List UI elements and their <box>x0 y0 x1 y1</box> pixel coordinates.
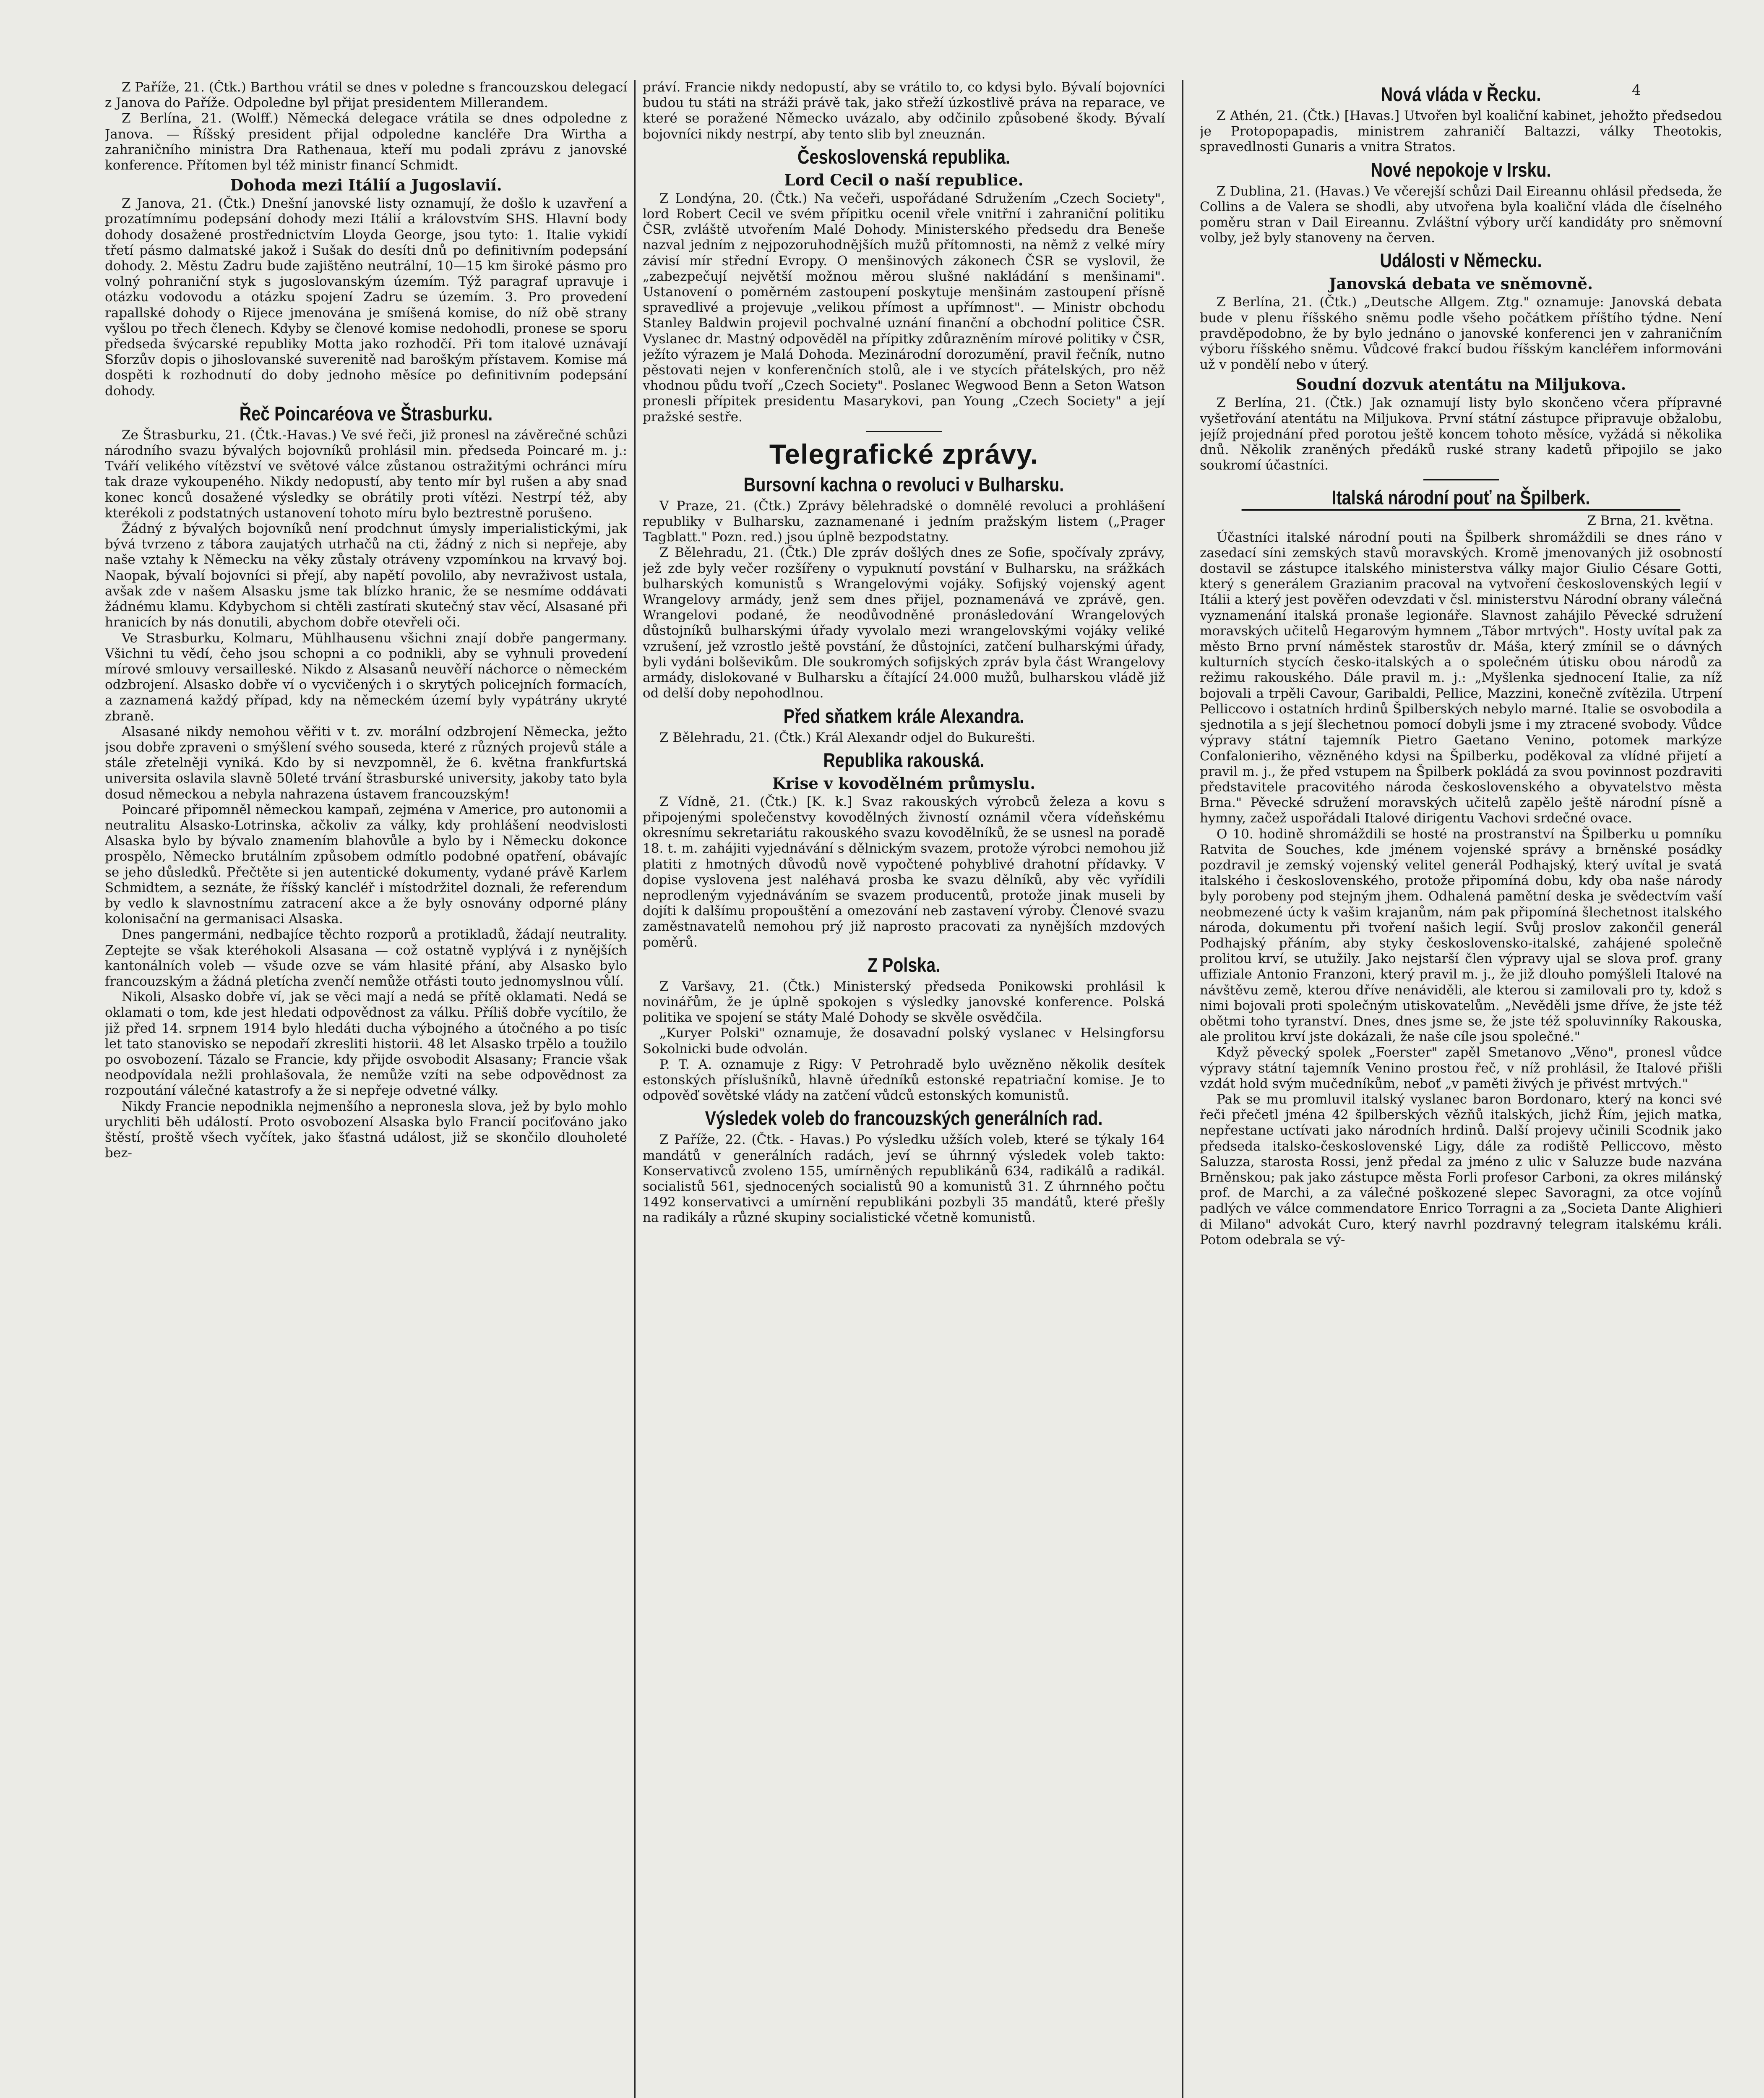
article-paragraph: Alsasané nikdy nemohou věřiti v t. zv. morální odzbrojení Německa, ježto jsou dobře zpraveni o smýšlení svého souseda, které z různých projevů stále a stále zřetelněji vyniká. Kdo by si nevzpomněl, že 6. května frankfurtská universita oslavila slavně 50leté trvání štrasburské university, jakoby tato byla dosud německou a nebyla nahrazena ústavem francouzským! <box>105 724 627 802</box>
article-paragraph: P. T. A. oznamuje z Rigy: V Petrohradě bylo uvězněno několik desítek estonských příslušníků, hlavně úředníků estonské repatriační komise. Je to odpověď sovětské vlády na zatčení vůdců estonských komunistů. <box>643 1057 1165 1104</box>
article-paragraph: Žádný z bývalých bojovníků není prodchnut úmysly imperialistickými, jak bývá tvrzeno z tábora zaujatých utrhačů na cti, žádný z nich si nepřeje, aby naše vztahy k Německu na věky zůstaly otráveny vzpomínkou na krvavý boj. Naopak, bývalí bojovníci si přejí, aby napětí povolilo, aby nevraživost ustala, avšak zde v našem Alsasku jsme tak blízko hranic, že se nesmíme oddávati žádnému klamu. Kdybychom si chtěli zastírati skutečný stav věcí, Alsasané při hranicích by nás donutili, abychom dobře otevřeli oči. <box>105 521 627 630</box>
article-headline: Z Polska. <box>867 953 941 976</box>
article-paragraph: Dnes pangermáni, nedbajíce těchto rozporů a protikladů, žádají neutrality. Zeptejte se však kteréhokoli Alsasana — což ostatně vyplývá i z nynějších kantonálních voleb — všude ozve se vám hlasité přání, aby Alsasko bylo francouzským a žádná pletícha zvenčí nemůže otřásti touto jednomyslnou vůlí. <box>105 927 627 989</box>
section-headline: Telegrafické zprávy. <box>769 438 1039 470</box>
column-rule-2 <box>1182 80 1183 2098</box>
article-subheadline: Janovská debata ve sněmovně. <box>1329 274 1593 293</box>
article-paragraph: „Kuryer Polski" oznamuje, že dosavadní polský vyslanec v Helsingforsu Sokolnicki bude odvolán. <box>643 1026 1165 1057</box>
article-headline: Události v Německu. <box>1380 249 1542 272</box>
article-paragraph: Z Varšavy, 21. (Čtk.) Ministerský předseda Ponikowski prohlásil k novinářům, že je úplně spokojen s výsledky janovské konference. Polská politika ve spojení se státy Malé Dohody se skvěle osvědčila. <box>643 979 1165 1026</box>
article-headline: Nové nepokoje v Irsku. <box>1371 158 1551 181</box>
article-paragraph: V Praze, 21. (Čtk.) Zprávy bělehradské o domnělé revoluci a prohlášení republiky v Bulharsku, zaznamenané i jedním pražským listem („Prager Tagblatt." Pozn. red.) jsou úplně bezpodstatny. <box>643 498 1165 545</box>
article-paragraph: Účastníci italské národní pouti na Špilberk shromáždili se dnes ráno v zasedací síni zemských stavů moravských. Kromě jmenovaných již osobností dostavil se zástupce italského ministerstva války major Giulio Césare Gotti, který s generálem Grazianim pracoval na vytvoření československých legií v Itálii a který jest pověřen odevzdati v čsl. ministerstvu Národní obrany válečná vyznamenání italská pronaše legionáře. Slavnost zahájilo Pěvecké sdružení moravských učitelů Hegarovým hymnem „Tábor mrtvých". Hosty uvítal pak za město Brno první náměstek starostův dr. Máša, který zmínil se o dávných kulturních stycích česko-italských a o společném útisku obou národů za režimu rakouského. Dále pravil m. j.: „Myšlenka sjednocení Italie, za níž bojovali a trpěli Cavour, Garibaldi, Pellice, Mazzini, konečně zvítězila. Utrpení Pelliccovo i ostatních hrdinů Špilberských nebylo marné. Italie se osvobodila a sjednotila a s její šlechetnou pomocí dobyli jsme i my ztracené svobody. Vůdce výpravy státní tajemník Pietro Gaetano Venino, potomek markýze Confalonieriho, vězněného kdysi na Špilberku, poděkoval za vlídné přijetí a pravil m. j., že před vstupem na Špilberk pokládá za svou povinnost pozdraviti představitele pracovitého národa československého a obyvatelstvo města Brna." Pěvecké sdružení moravských učitelů zapělo ještě národní písně a hymny, začež uspořádali Italové dirigentu Vachovi srdečné ovace. <box>1200 530 1722 826</box>
article-headline: Výsledek voleb do francouzských generálních rad. <box>705 1107 1103 1130</box>
article-paragraph: Ze Štrasburku, 21. (Čtk.-Havas.) Ve své řeči, již pronesl na závěrečné schůzi národního svazu bývalých bojovníků prohlásil min. předseda Poincaré m. j.: Tváří velikého vítězství ve světové válce zůstanou ostražitými ochránci míru tak draze vykoupeného. Nikdy nedopustí, aby tento mír byl rušen a aby snad konec konců dosažené výsledky se obrátily proti vítězi. Nestrpí též, aby kterékoli z podstatných ustanovení tohoto míru bylo beztrestně porušeno. <box>105 427 627 521</box>
column-rule-1 <box>634 80 636 2098</box>
article-paragraph: Z Berlína, 21. (Wolff.) Německá delegace vrátila se dnes odpoledne z Janova. — Říšský president přijal odpoledne kancléře Dra Wirtha a zahraničního ministra Dra Rathenaua, kteří mu podali zprávu z janovské konference. Přítomen byl též ministr financí Schmidt. <box>105 111 627 173</box>
article-paragraph: Nikoli, Alsasko dobře ví, jak se věci mají a nedá se přítě oklamati. Nedá se oklamati o tom, kde jest hledati odpovědnost za válku. Příliš dobře vycítilo, že již před 14. srpnem 1914 bylo hledáti ducha výbojného a útočného a po tisíc let tato stanovisko se nepodaří zkresliti historii. 48 let Alsasko trpělo a toužilo po osvobození. Tázalo se Francie, kdy přijde osvobodit Alsasany; Francie však neodpovídala nežli prohlašovala, že nemůže vzíti na sebe odpovědnost za rozpoutání válečné katastrofy a že si nepřeje odvetné války. <box>105 989 627 1099</box>
article-paragraph: Z Dublina, 21. (Havas.) Ve včerejší schůzi Dail Eireannu ohlásil předseda, že Collins a de Valera se shodli, aby utvořena byla koaliční vláda dle číselného poměru stran v Dail Eireannu. Zvláštní výbory určí kandidáty pro sněmovní volby, jež byly stanoveny na červen. <box>1200 183 1722 246</box>
page-number: 4 <box>1632 82 1641 99</box>
article-headline: Bursovní kachna o revoluci v Bulharsku. <box>743 473 1064 496</box>
article-subheadline: Dohoda mezi Itálií a Jugoslavií. <box>230 176 502 195</box>
article-paragraph: Z Berlína, 21. (Čtk.) Jak oznamují listy bylo skončeno včera přípravné vyšetřování atentátu na Miljukova. První státní zástupce připravuje obžalobu, jejíž projednání před porotou ještě koncem tohoto měsíce, vyžádá si několika dnů. Několik zraněných předáků ruské strany kadetů připojilo se jako soukromí účastníci. <box>1200 395 1722 473</box>
article-subheadline: Krise v kovodělném průmyslu. <box>772 774 1036 793</box>
article-paragraph: Pak se mu promluvil italský vyslanec baron Bordonaro, který na konci své řeči přečetl jména 42 špilberských vězňů italských, jichž Řím, jejich matka, nepřestane uctívati jako národních hrdinů. Další projevy učinili Scodnik jako předseda italsko-československé Ligy, dále za rodiště Pelliccovo, město Saluzza, starosta Rossi, jenž předal za jméno z ulic v Saluzze bude nazvána Brněnskou; pak jako zástupce města Forli profesor Carboni, za okres milánský prof. de Marchi, a za válečné poškozené slepec Savoragni, za otce vojínů padlých ve válce commendatore Enrico Torragni a za „Societa Dante Alighieri di Milano" advokát Curo, který navrhl pozdravný telegram italskému králi. Potom odebrala se vý- <box>1200 1091 1722 1247</box>
article-subheadline: Lord Cecil o naší republice. <box>784 170 1024 189</box>
article-paragraph: Ve Strasburku, Kolmaru, Mühlhausenu všichni znají dobře pangermany. Všichni tu vědí, čeho jsou schopni a co podnikli, aby se vyhnuli provedení mírové smlouvy versailleské. Nikdo z Alsasanů neuvěří náchorce o německém odzbrojení. Alsasko dobře ví o vycvičených i o skrytých policejních formacích, a zaznamená každý případ, kdy na německém území byly vypátrány ukryté zbraně. <box>105 630 627 724</box>
article-headline: Řeč Poincaréova ve Štrasburku. <box>239 402 493 425</box>
section-separator <box>1423 479 1499 480</box>
article-paragraph: Z Berlína, 21. (Čtk.) „Deutsche Allgem. Ztg." oznamuje: Janovská debata bude v plenu říšského sněmu podle všeho počátkem příštího týdne. Není pravděpodobno, že by bylo jednáno o janovské konferenci jen v zahraničním výboru říšského sněmu. Vůdcové frakcí budou říšským kancléřem informováni už v pondělí nebo v úterý. <box>1200 295 1722 373</box>
column-2 <box>643 80 1165 2098</box>
article-paragraph: Nikdy Francie nepodnikla nejmenšího a nepronesla slova, jež by bylo mohlo urychliti běh událostí. Proto osvobození Alsaska bylo Francií pociťováno jako štěstí, proště všech vyčítek, jako šťastná událost, již se skončilo dlouholeté bez- <box>105 1099 627 1161</box>
article-paragraph: Z Janova, 21. (Čtk.) Dnešní janovské listy oznamují, že došlo k uzavření a prozatímnímu podepsání dohody mezi Itálií a královstvím SHS. Hlavní body dohody dosažené prostřednictvím Lloyda George, jsou tyto: 1. Italie vykidí třetí pásmo dalmatské jakož i Sušak do desíti dnů po definitivním podepsání dohody. 2. Městu Zadru bude zajištěno neutrální, 10—15 km široké pásmo pro volný pohraniční styk s jugoslovanským územím. Týž paragraf upravuje i otázku vodovodu a otázku spojení Zadru se územím. 3. Pro provedení rapallské dohody o Rijece jmenována je smíšená komise, do níž obě strany vyšlou po třech členech. Kdyby se členové komise nedohodli, pronese se sporu předseda švýcarské republiky Motta jako rozhodčí. Při tom italové uznávají Sforzův dopis o jihoslovanské suverenitě nad baroškým přístavem. Komise má dospěti k rozhodnutí do doby jednoho měsíce po definitivním podepsání dohody. <box>105 196 627 399</box>
article-paragraph: Když pěvecký spolek „Foerster" zapěl Smetanovo „Věno", pronesl vůdce výpravy státní tajemník Venino prostou řeč, v níž prohlásil, že Italové přišli vzdát hold svým mučedníkům, neboť „v paměti živých je přivést mrtvých." <box>1200 1045 1722 1091</box>
article-paragraph: Z Vídně, 21. (Čtk.) [K. k.] Svaz rakouských výrobců železa a kovu s připojenými společenstvy kovodělných živností oznámil včera vídeňskému okresnímu sekretariátu rakouského svazu kovodělníků, že se usnesl na poradě 18. t. m. zahájiti vyjednávání s dělnickým svazem, protože výrobci nemohou již platiti z hmotných důvodů nově vypočtené pohyblivé drahotní přídavky. V dopise vyslovena jest naléhavá prosba ke svazu dělníků, aby věc vyřídili neprodleným vyjednáváním se svazem producentů, protože jinak museli by dojíti k dalšímu propouštění a omezování neb zastavení výroby. Členové svazu zaměstnavatelů nemohou prý již naprosto pracovati za nynějších mzdových poměrů. <box>643 794 1165 950</box>
article-headline: Italská národní pouť na Špilberk. <box>1242 486 1681 511</box>
article-paragraph: Z Paříže, 22. (Čtk. - Havas.) Po výsledku užších voleb, které se týkaly 164 mandátů v generálních radách, jeví se úhrnný výsledek voleb takto: Konservativců zvoleno 155, umírněných republikánů 634, radikálů a radikál. socialistů 561, sjednocených socialistů 90 a komunistů 31. Z úhrnného počtu 1492 konservativci a umírnění republikáni pozbyli 35 mandátů, které přešly na radikály a různé skupiny socialistické včetně komunistů. <box>643 1132 1165 1226</box>
column-1 <box>105 80 627 2098</box>
column-3 <box>1200 80 1722 2098</box>
article-paragraph: Z Londýna, 20. (Čtk.) Na večeři, uspořádané Sdružením „Czech Society", lord Robert Cecil ve svém přípitku ocenil vřele vnitřní i zahraniční politiku ČSR, zvláště utvořením Malé Dohody. Ministerského předsedu dra Beneše nazval jedním z nejpozoruhodnějších mužů přítomnosti, na němž z velké míry závisí mír střední Evropy. O menšinových zákonech ČSR se vyslovil, že „zabezpečují největší možnou měrou slušné nakládání s menšinami". Ustanovení o poměrném zastoupení poskytuje menšinám zastoupení přísně spravedlivé a projevuje „velikou přímost a upřímnost". — Ministr obchodu Stanley Baldwin projevil pochvalné uznání finanční a obchodní politice ČSR. Vyslanec dr. Mastný odpověděl na přípitky zdůrazněním mírové politiky v ČSR, ježíto výrazem je Malá Dohoda. Mezinárodní dorozumění, pravil řečník, nutno pěstovati nejen v konferenčních stolů, ale i ve stycích přátelských, pro něž vhodnou půdu tvoří „Czech Society". Poslanec Wegwood Benn a Seton Watson pronesli přípitek presidentu Masarykovi, pan Young „Czech Society" a její pražské sestře. <box>643 190 1165 425</box>
article-headline: Republika rakouská. <box>823 749 985 771</box>
article-paragraph: Z Paříže, 21. (Čtk.) Barthou vrátil se dnes v poledne s francouzskou delegací z Janova do Paříže. Odpoledne byl přijat presidentem Millerandem. <box>105 80 627 111</box>
section-separator <box>866 431 942 432</box>
article-paragraph: Poincaré připomněl německou kampaň, zejména v Americe, pro autonomii a neutralitu Alsasko-Lotrinska, ačkoliv za války, kdy prohlášení neodvislosti Alsaska bylo by bývalo znamením blahovůle a bylo by i Německu dokonce prospělo, Německo brutálním způsobem odmítlo podobné opatření, obávajíc se jeho důsledků. Přečtěte si jen autentické dokumenty, vydané právě Karlem Schmidtem, a seznáte, že říšský kancléř i místodržitel doznali, že referendum by vedlo k slavnostnímu zatracení akce a že byly osnovány odporné plány kolonisační na germanisaci Alsaska. <box>105 802 627 927</box>
article-subheadline: Soudní dozvuk atentátu na Miljukova. <box>1295 375 1626 394</box>
article-paragraph: O 10. hodině shromáždili se hosté na prostranství na Špilberku u pomníku Ratvita de Souches, kde jménem vojenské správy a brněnské posádky pozdravil je zemský vojenský velitel generál Podhajský, který uvítal je svatá italského i československého, protože připomíná dobu, kdy oba naše národy byly porobeny pod stejným jhem. Odhalená pamětní deska je svědectvím vaší neobmezené úcty k vašim krajanům, nám pak připomíná šlechetnost italského národa, dokumentu při tvoření našich legií. Svůj proslov zakončil generál Podhajský přáním, aby styky československo-italské, zahájené společně prolitou krví, se utužily. Jako nejstarší člen výpravy ujal se slova prof. grany uffiziale Antonio Franzoni, který pravil m. j., že již dlouho pomýšleli Italové na návštěvu země, kterou dříve nenáviděli, ale kterou si zamilovali pro ty, kdož s nimi bojovali proti společným utiskovatelům. „Nevěděli jsme dříve, že jste též obětmi toho tyranství. Dnes, dnes jsme se, že jste též spoluvinníky Rakouska, ale prolitou krví jste dokázali, že naše cíle jsou společné." <box>1200 826 1722 1045</box>
article-headline: Nová vláda v Řecku. <box>1381 83 1541 105</box>
article-headline: Československá republika. <box>797 145 1010 168</box>
article-paragraph: Z Athén, 21. (Čtk.) [Havas.] Utvořen byl koaliční kabinet, jehožto předsedou je Protopopapadis, ministrem zahraničí Baltazzi, války Theotokis, spravedlnosti Gunaris a vnitra Stratos. <box>1200 108 1722 155</box>
article-paragraph: práví. Francie nikdy nedopustí, aby se vrátilo to, co kdysi bylo. Bývalí bojovníci budou tu státi na stráži právě tak, jako střeží úzkostlivě práva na reparace, ve které se poražené Německo uvázalo, aby odčinilo způsobené škody. Bývalí bojovníci nikdy nestrpí, aby tento slib byl zneuznán. <box>643 80 1165 142</box>
dateline: Z Brna, 21. května. <box>1587 513 1714 529</box>
article-paragraph: Z Bělehradu, 21. (Čtk.) Král Alexandr odjel do Bukurešti. <box>659 730 1036 745</box>
article-paragraph: Z Bělehradu, 21. (Čtk.) Dle zpráv došlých dnes ze Sofie, spočívaly zprávy, jež zde byly večer rozšířeny o vypuknutí povstání v Bulharsku, na srážkách bulharských komunistů s Wrangelovými vojáky. Sofijský vojenský agent Wrangelovy armády, jenž sem dnes přijel, poznamenává ve zprávě, gen. Wrangelovi podané, že neodůvodněné pronásledování Wrangelových důstojníků bulharskými úřady vyvolalo mezi wrangelovskými vojáky veliké vzrušení, jež vzrostlo ještě povstání, že důstojníci, zatčení bulharskými úřady, byli vydáni bolševikům. Dle soukromých sofijských zpráv byla část Wrangelovy armády, dislokované v Bulharsku a čítající 24.000 mužů, bulharskou vládě již od delší doby nepohodlnou. <box>643 545 1165 701</box>
newspaper-page <box>105 80 1722 2098</box>
article-headline: Před sňatkem krále Alexandra. <box>783 705 1024 727</box>
